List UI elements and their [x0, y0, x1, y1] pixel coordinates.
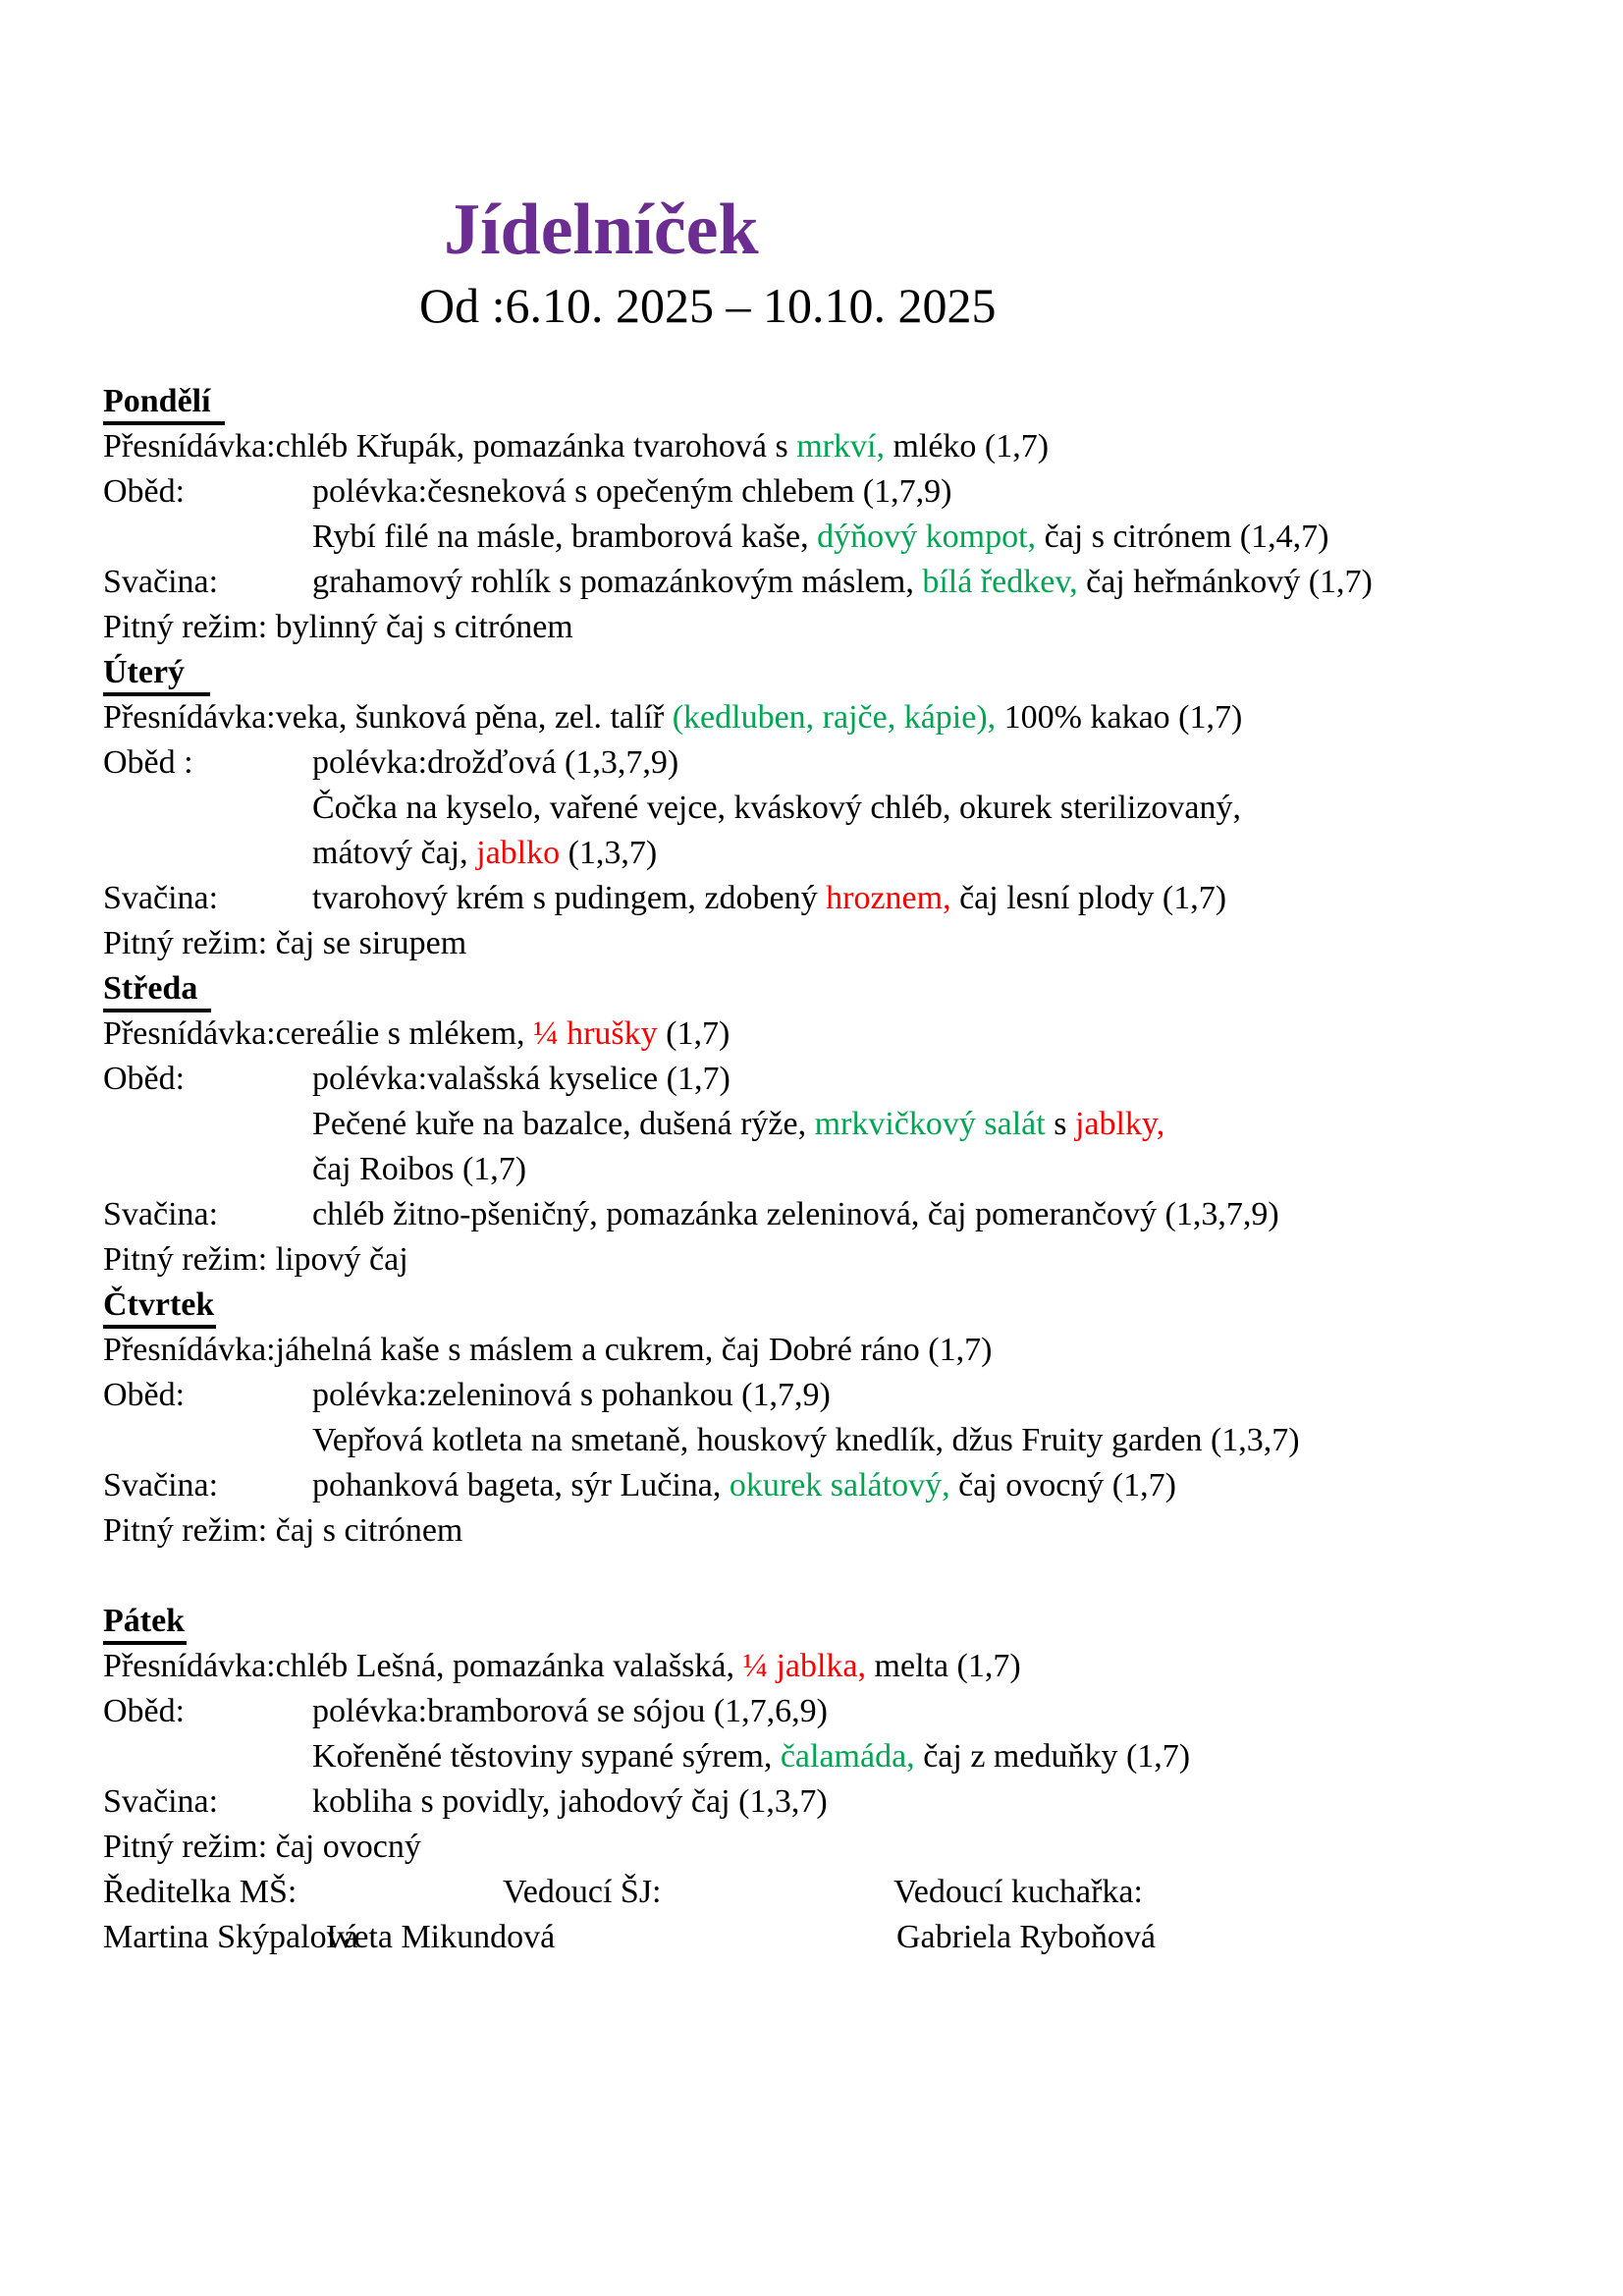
- signature-roles-row: [103, 1870, 1603, 1915]
- meal-label: Pitný režim:: [103, 609, 268, 645]
- signature-role: Vedoucí ŠJ:: [503, 1874, 662, 1910]
- menu-text: Vepřová kotleta na smetaně, houskový knedlík, džus Fruity garden (1,3,7): [312, 1422, 1300, 1458]
- menu-text: polévka:zeleninová s pohankou (1,7,9): [312, 1377, 831, 1413]
- menu-line: [103, 1011, 1603, 1057]
- highlight-red-text: hroznem,: [826, 880, 951, 916]
- menu-text: polévka:drožďová (1,3,7,9): [312, 744, 679, 781]
- menu-text: chléb Lešná, pomazánka valašská,: [275, 1648, 743, 1684]
- menu-line: [103, 921, 1603, 966]
- menu-line: [103, 1508, 1603, 1554]
- menu-line: [103, 515, 1603, 560]
- menu-text: čaj z meduňky (1,7): [914, 1738, 1191, 1775]
- menu-line: [103, 1057, 1603, 1102]
- day-heading-3: [103, 1283, 1603, 1328]
- signature-name: Martina Skýpalová: [103, 1919, 358, 1955]
- meal-label: Oběd:: [103, 1377, 186, 1413]
- menu-text: chléb žitno-pšeničný, pomazánka zeleninová, čaj pomerančový (1,3,7,9): [312, 1196, 1279, 1232]
- menu-line: [103, 560, 1603, 605]
- menu-text: (1,7): [657, 1015, 730, 1052]
- meal-label: Svačina:: [103, 564, 219, 600]
- menu-line: [103, 1147, 1603, 1192]
- menu-text: čaj Roibos (1,7): [312, 1151, 527, 1187]
- menu-line: [103, 1689, 1603, 1734]
- meal-label: Svačina:: [103, 1196, 219, 1232]
- menu-text: 100% kakao (1,7): [996, 699, 1243, 736]
- menu-line: [103, 1463, 1603, 1508]
- document-title: Jídelníček: [444, 190, 759, 270]
- highlight-red-text: jablky,: [1074, 1106, 1165, 1142]
- menu-line: [103, 786, 1603, 831]
- menu-line: [103, 1779, 1603, 1825]
- menu-text: (1,3,7): [560, 835, 658, 871]
- menu-text: čaj s citrónem: [267, 1512, 463, 1549]
- signature-role: Ředitelka MŠ:: [103, 1874, 298, 1910]
- menu-line: [103, 876, 1603, 921]
- day-name: Pondělí: [103, 382, 225, 425]
- signature-name: Iveta Mikundová: [326, 1919, 556, 1955]
- meal-label: Pitný režim:: [103, 1829, 268, 1865]
- highlight-green-text: čalamáda,: [780, 1738, 915, 1775]
- day-heading-2: [103, 966, 1603, 1011]
- menu-text: kobliha s povidly, jahodový čaj (1,3,7): [312, 1783, 828, 1820]
- menu-text: čaj ovocný: [267, 1829, 421, 1865]
- day-heading-4: [103, 1599, 1603, 1644]
- menu-line: [103, 469, 1603, 515]
- menu-text: polévka:česneková s opečeným chlebem (1,7,9): [312, 473, 952, 510]
- meal-label: Oběd:: [103, 1693, 186, 1729]
- menu-text: bylinný čaj s citrónem: [267, 609, 573, 645]
- menu-text: s: [1045, 1106, 1075, 1142]
- highlight-green-text: dýňový kompot,: [817, 519, 1037, 555]
- menu-text: Čočka na kyselo, vařené vejce, kváskový chléb, okurek sterilizovaný,: [312, 790, 1242, 826]
- menu-line: [103, 1373, 1603, 1418]
- menu-text: melta (1,7): [866, 1648, 1021, 1684]
- highlight-red-text: jablko: [476, 835, 561, 871]
- highlight-green-text: (kedluben, rajče, kápie),: [672, 699, 997, 736]
- menu-line: [103, 1237, 1603, 1283]
- highlight-red-text: ¼ jablka,: [742, 1648, 867, 1684]
- signature-names-row: [103, 1915, 1603, 1960]
- menu-line: [103, 1825, 1603, 1870]
- menu-text: veka, šunková pěna, zel. talíř: [275, 699, 673, 736]
- menu-line: [103, 831, 1603, 876]
- meal-label: Svačina:: [103, 880, 219, 916]
- meal-label: Oběd :: [103, 744, 193, 781]
- menu-text: tvarohový krém s pudingem, zdobený: [312, 880, 827, 916]
- signature-role: Vedoucí kuchařka:: [893, 1874, 1143, 1910]
- menu-text: čaj lesní plody (1,7): [950, 880, 1227, 916]
- menu-text: lipový čaj: [267, 1241, 408, 1278]
- date-range: Od :6.10. 2025 – 10.10. 2025: [419, 278, 997, 333]
- meal-label: Svačina:: [103, 1467, 219, 1503]
- meal-label: Pitný režim:: [103, 1241, 268, 1278]
- menu-line: [103, 1192, 1603, 1237]
- menu-line: [103, 1644, 1603, 1689]
- menu-text: čaj heřmánkový (1,7): [1077, 564, 1373, 600]
- meal-label: Přesnídávka:: [103, 428, 276, 465]
- meal-label: Pitný režim:: [103, 925, 268, 961]
- menu-text: grahamový rohlík s pomazánkovým máslem,: [312, 564, 923, 600]
- menu-text: polévka:valašská kyselice (1,7): [312, 1061, 730, 1097]
- day-name: Úterý: [103, 653, 210, 696]
- meal-label: Přesnídávka:: [103, 699, 276, 736]
- meal-label: Přesnídávka:: [103, 1015, 276, 1052]
- menu-text: jáhelná kaše s máslem a cukrem, čaj Dobré ráno (1,7): [275, 1332, 993, 1368]
- menu-text: čaj se sirupem: [267, 925, 467, 961]
- menu-body: [103, 379, 1603, 1960]
- signature-name: Gabriela Ryboňová: [896, 1919, 1156, 1955]
- meal-label: Oběd:: [103, 473, 186, 510]
- blank-line: [103, 1554, 1603, 1599]
- menu-text: cereálie s mlékem,: [275, 1015, 534, 1052]
- menu-text: Pečené kuře na bazalce, dušená rýže,: [312, 1106, 815, 1142]
- highlight-green-text: bílá ředkev,: [922, 564, 1078, 600]
- highlight-green-text: mrkvičkový salát: [814, 1106, 1046, 1142]
- highlight-red-text: ¼ hrušky: [533, 1015, 658, 1052]
- day-name: Čtvrtek: [103, 1285, 216, 1329]
- menu-text: čaj s citrónem (1,4,7): [1036, 519, 1329, 555]
- day-name: Středa: [103, 969, 211, 1012]
- meal-label: Oběd:: [103, 1061, 186, 1097]
- menu-line: [103, 740, 1603, 786]
- meal-label: Pitný režim:: [103, 1512, 268, 1549]
- menu-text: pohanková bageta, sýr Lučina,: [312, 1467, 730, 1503]
- menu-line: [103, 695, 1603, 740]
- meal-label: Přesnídávka:: [103, 1648, 276, 1684]
- menu-text: polévka:bramborová se sójou (1,7,6,9): [312, 1693, 828, 1729]
- menu-line: [103, 1418, 1603, 1463]
- menu-line: [103, 1734, 1603, 1779]
- highlight-green-text: okurek salátový,: [729, 1467, 950, 1503]
- menu-text: čaj ovocný (1,7): [949, 1467, 1176, 1503]
- menu-line: [103, 1328, 1603, 1373]
- menu-line: [103, 605, 1603, 650]
- menu-text: mléko (1,7): [884, 428, 1050, 465]
- menu-text: Kořeněné těstoviny sypané sýrem,: [312, 1738, 781, 1775]
- menu-text: Rybí filé na másle, bramborová kaše,: [312, 519, 818, 555]
- day-heading-0: [103, 379, 1603, 424]
- meal-label: Přesnídávka:: [103, 1332, 276, 1368]
- menu-line: [103, 1102, 1603, 1147]
- menu-text: chléb Křupák, pomazánka tvarohová s: [275, 428, 797, 465]
- day-heading-1: [103, 650, 1603, 695]
- day-name: Pátek: [103, 1602, 187, 1645]
- meal-label: Svačina:: [103, 1783, 219, 1820]
- menu-text: mátový čaj,: [312, 835, 477, 871]
- highlight-green-text: mrkví,: [796, 428, 885, 465]
- menu-line: [103, 424, 1603, 469]
